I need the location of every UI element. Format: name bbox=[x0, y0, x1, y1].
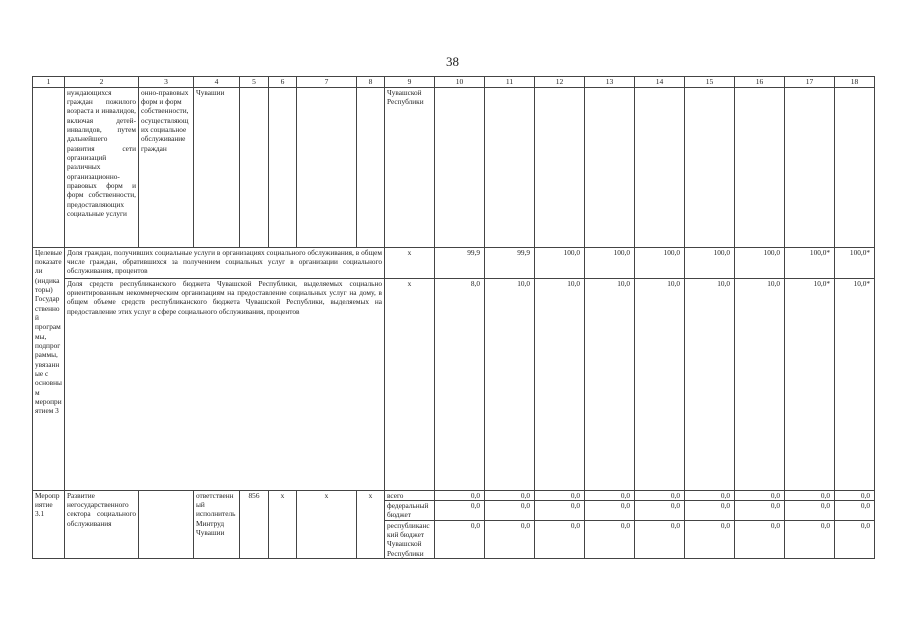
header-cell: 3 bbox=[139, 77, 194, 88]
funding-source: всего bbox=[385, 490, 435, 500]
header-cell: 9 bbox=[385, 77, 435, 88]
indicator-value: 10,0 bbox=[585, 278, 635, 490]
measure-col8: х bbox=[357, 490, 385, 558]
table-row bbox=[33, 490, 875, 500]
funding-value: 0,0 bbox=[835, 490, 875, 500]
funding-value: 0,0 bbox=[435, 500, 485, 520]
indicator-text: Доля средств республиканского бюджета Чувашской Республики, выделяемых социально ориентированным некоммерческим организациям на предоставление социальных услуг на дому, в общем объеме средств республиканского бюджета Чувашской Республики, выделяемых на предоставление этих услуг в сфере социального обслуживания, процентов bbox=[65, 278, 385, 490]
indicator-value: 100,0 bbox=[735, 247, 785, 278]
funding-value: 0,0 bbox=[785, 520, 835, 558]
funding-value: 0,0 bbox=[485, 500, 535, 520]
funding-value: 0,0 bbox=[685, 520, 735, 558]
table-row bbox=[33, 87, 875, 247]
header-row bbox=[33, 77, 875, 88]
funding-value: 0,0 bbox=[535, 500, 585, 520]
measure-col7: х bbox=[297, 490, 357, 558]
indicator-value: 10,0 bbox=[535, 278, 585, 490]
header-cell: 13 bbox=[585, 77, 635, 88]
funding-value: 0,0 bbox=[735, 490, 785, 500]
header-cell: 10 bbox=[435, 77, 485, 88]
indicator-value: 100,0 bbox=[585, 247, 635, 278]
indicator-text: Доля граждан, получивших социальные услуги в организациях социального обслуживания, в общем числе граждан, обратившихся за получением социальных услуг в организации социального обслуживания, процентов bbox=[65, 247, 385, 278]
funding-value: 0,0 bbox=[585, 490, 635, 500]
funding-value: 0,0 bbox=[585, 520, 635, 558]
indicator-value: 8,0 bbox=[435, 278, 485, 490]
indicator-value: 10,0 bbox=[635, 278, 685, 490]
indicator-value: 10,0 bbox=[735, 278, 785, 490]
funding-value: 0,0 bbox=[685, 490, 735, 500]
indicator-value: 10,0 bbox=[685, 278, 735, 490]
funding-value: 0,0 bbox=[635, 520, 685, 558]
indicator-value: 10,0 bbox=[485, 278, 535, 490]
targets-label: Целевые показатели (индикаторы) Государственной программы, подпрограммы, увязанные с основным мероприятием 3 bbox=[33, 247, 65, 490]
table-row bbox=[33, 247, 875, 278]
measure-code: 856 bbox=[240, 490, 269, 558]
continued-source-text: Чувашской Республики bbox=[385, 87, 435, 247]
funding-value: 0,0 bbox=[585, 500, 635, 520]
indicator-source: х bbox=[385, 247, 435, 278]
program-table bbox=[32, 76, 875, 559]
funding-value: 0,0 bbox=[835, 500, 875, 520]
continued-goal-text: нуждающихся граждан пожилого возраста и инвалидов, включая детей-инвалидов, путем дальнейшего развития сети организаций различных организационно-правовых форм и форм собственности, предоставляющих социальные услуги bbox=[65, 87, 139, 247]
header-cell: 6 bbox=[269, 77, 297, 88]
measure-label: Мероприятие 3.1 bbox=[33, 490, 65, 558]
funding-value: 0,0 bbox=[435, 490, 485, 500]
indicator-value: 10,0* bbox=[835, 278, 875, 490]
indicator-value: 10,0* bbox=[785, 278, 835, 490]
funding-value: 0,0 bbox=[485, 520, 535, 558]
header-cell: 1 bbox=[33, 77, 65, 88]
funding-value: 0,0 bbox=[435, 520, 485, 558]
measure-col6: х bbox=[269, 490, 297, 558]
indicator-value: 99,9 bbox=[485, 247, 535, 278]
header-cell: 18 bbox=[835, 77, 875, 88]
header-cell: 7 bbox=[297, 77, 357, 88]
funding-value: 0,0 bbox=[835, 520, 875, 558]
indicator-value: 100,0* bbox=[835, 247, 875, 278]
funding-value: 0,0 bbox=[785, 500, 835, 520]
header-cell: 17 bbox=[785, 77, 835, 88]
funding-source: федеральный бюджет bbox=[385, 500, 435, 520]
continued-form-text: онно-правовых форм и форм собственности, осуществляющих социальное обслуживание граждан bbox=[139, 87, 194, 247]
indicator-value: 99,9 bbox=[435, 247, 485, 278]
indicator-value: 100,0 bbox=[685, 247, 735, 278]
funding-source: республиканский бюджет Чувашской Республики bbox=[385, 520, 435, 558]
funding-value: 0,0 bbox=[785, 490, 835, 500]
funding-value: 0,0 bbox=[635, 490, 685, 500]
header-cell: 8 bbox=[357, 77, 385, 88]
header-cell: 2 bbox=[65, 77, 139, 88]
header-cell: 11 bbox=[485, 77, 535, 88]
funding-value: 0,0 bbox=[685, 500, 735, 520]
header-cell: 14 bbox=[635, 77, 685, 88]
header-cell: 5 bbox=[240, 77, 269, 88]
funding-value: 0,0 bbox=[635, 500, 685, 520]
header-cell: 4 bbox=[194, 77, 240, 88]
funding-value: 0,0 bbox=[735, 500, 785, 520]
measure-executor: ответственный исполнитель Минтруд Чувашии bbox=[194, 490, 240, 558]
table-row bbox=[33, 278, 875, 490]
header-cell: 16 bbox=[735, 77, 785, 88]
funding-value: 0,0 bbox=[535, 520, 585, 558]
indicator-source: х bbox=[385, 278, 435, 490]
funding-value: 0,0 bbox=[735, 520, 785, 558]
header-cell: 12 bbox=[535, 77, 585, 88]
page-number: 38 bbox=[446, 54, 459, 69]
funding-value: 0,0 bbox=[535, 490, 585, 500]
funding-value: 0,0 bbox=[485, 490, 535, 500]
header-cell: 15 bbox=[685, 77, 735, 88]
indicator-value: 100,0 bbox=[535, 247, 585, 278]
continued-executor-text: Чувашии bbox=[194, 87, 240, 247]
indicator-value: 100,0 bbox=[635, 247, 685, 278]
measure-name: Развитие негосударственного сектора социального обслуживания bbox=[65, 490, 139, 558]
indicator-value: 100,0* bbox=[785, 247, 835, 278]
